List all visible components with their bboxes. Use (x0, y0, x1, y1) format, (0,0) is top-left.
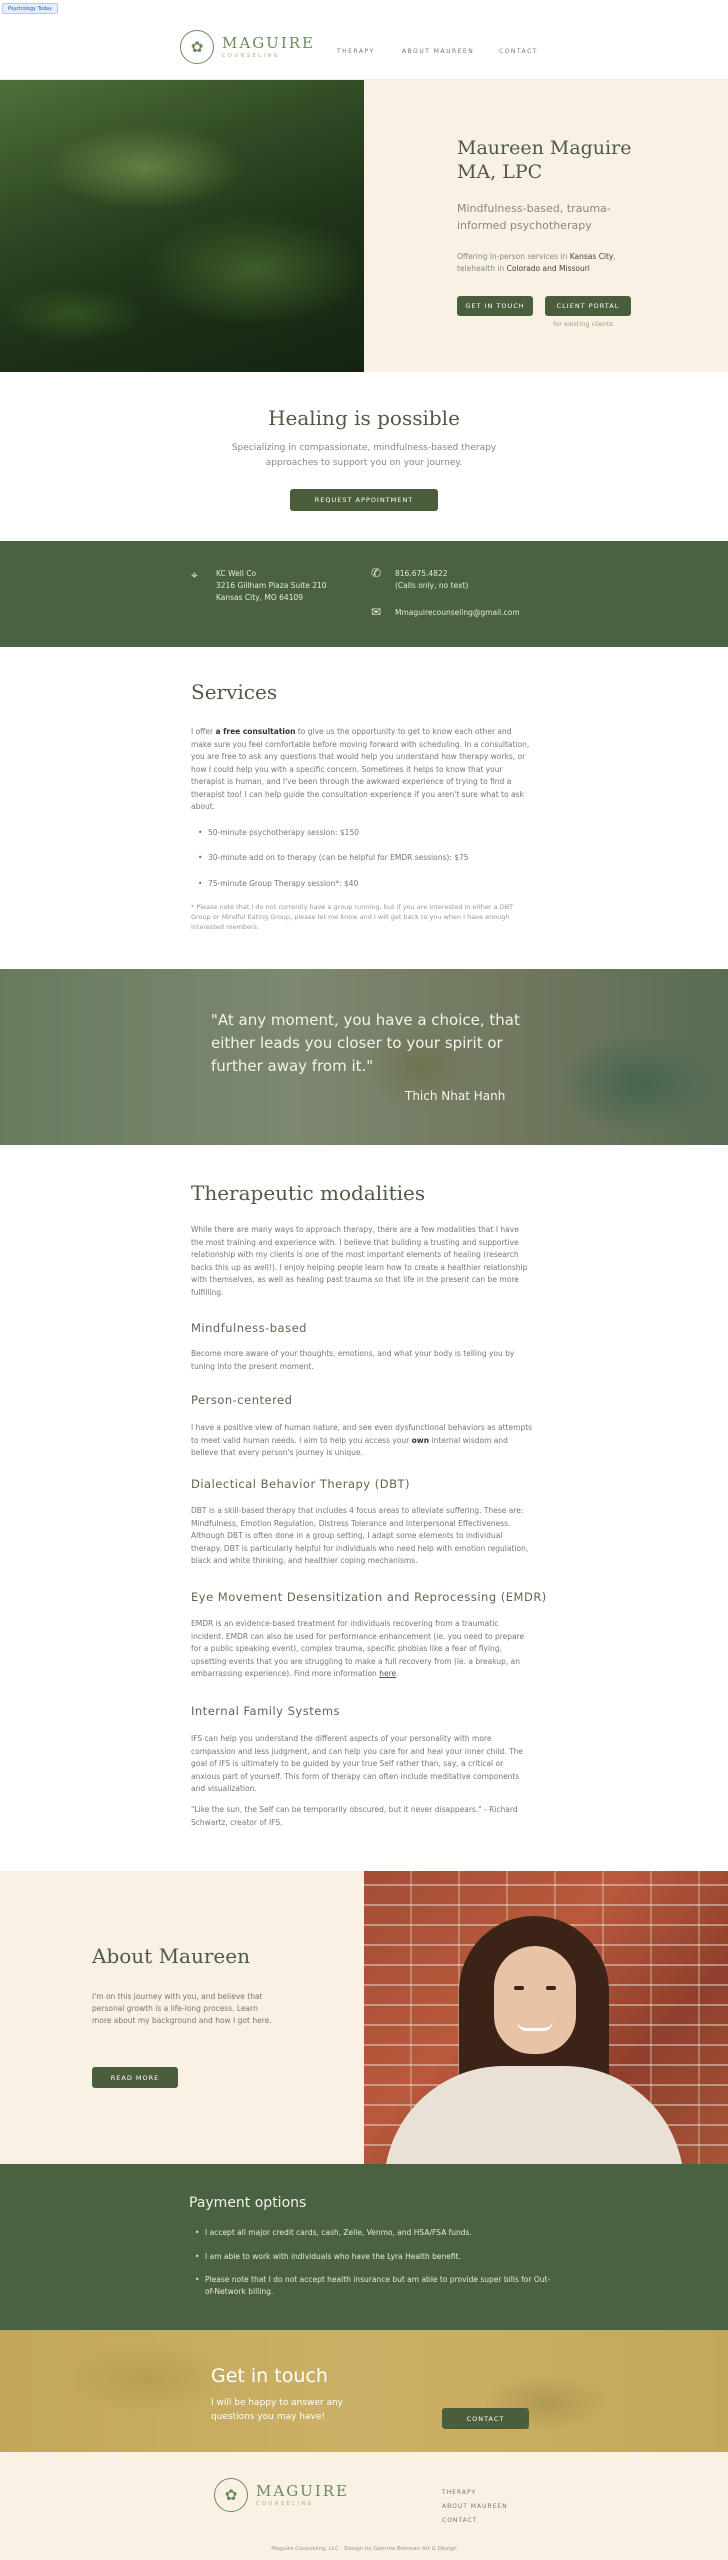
footer-logo-name: MAGUIRE (256, 2481, 349, 2500)
office-name: KC Well Co (216, 569, 257, 578)
person-text-a: I have a positive view of human nature, and see even dysfunctional behaviors as attempts to meet valid human needs. I aim to help you access your (191, 1423, 533, 1445)
person-text-own: own (411, 1435, 430, 1445)
person-centered-text (191, 1422, 533, 1460)
hero-subtitle-line1: Mindfulness-based, trauma- (457, 202, 611, 215)
contact-info-band (0, 541, 728, 647)
about-panel (0, 1871, 364, 2164)
portrait-face (494, 1946, 576, 2054)
footer-credit: Maguire Counseling, LLC · Design by Gemma Brennan Art & Design (271, 2546, 457, 2552)
emdr-heading: Eye Movement Desensitization and Reprocessing (EMDR) (191, 1590, 547, 1604)
offer-comma: , (613, 252, 616, 261)
lotus-icon: ✿ (214, 2478, 248, 2512)
site-header (0, 0, 728, 80)
logo-subtitle: COUNSELING (222, 52, 281, 59)
healing-subtitle (0, 441, 728, 471)
site-footer (0, 2452, 728, 2560)
ifs-heading: Internal Family Systems (191, 1704, 341, 1718)
phone-icon: ✆ (371, 566, 382, 580)
portrait-eye (514, 1986, 524, 1990)
nav-therapy[interactable]: THERAPY (337, 48, 375, 55)
read-more-button[interactable]: READ MORE (92, 2067, 178, 2088)
phone-info (395, 568, 468, 592)
nav-contact[interactable]: CONTACT (499, 48, 538, 55)
mindfulness-text: Become more aware of your thoughts, emotions, and what your body is telling you by tuning into the present moment. (191, 1349, 515, 1371)
site-logo[interactable] (180, 30, 315, 64)
phone-number[interactable]: 816.675.4822 (395, 569, 448, 578)
ifs-quote: "Like the sun, the Self can be temporarily obscured, but it never disappears." - Richard Schwartz, creator of IFS. (191, 1805, 518, 1827)
emdr-body: EMDR is an evidence-based treatment for individuals recovering from a traumatic incident. EMDR can also be used for performance enhancement (ie. you need to prepare for a public speaking event), complex trauma, specific phobias like a fear of flying, upsetting events that you are struggling to make a full recovery from (ie. a breakup, an embarrassing experience). Find more information (191, 1619, 525, 1678)
services-intro-text: I offer (191, 727, 216, 736)
healing-subtitle-line2: approaches to support you on your journey. (265, 458, 463, 468)
hero-title (457, 136, 631, 184)
footer-logo-subtitle: COUNSELING (256, 2500, 315, 2507)
portrait-smile (517, 2021, 553, 2031)
nav-about-maureen[interactable]: ABOUT MAUREEN (402, 48, 475, 55)
portal-note: for existing clients (553, 320, 613, 328)
request-appointment-button[interactable]: REQUEST APPOINTMENT (290, 489, 438, 511)
services-intro (191, 726, 533, 814)
maureen-portrait-image (364, 1871, 728, 2164)
offer-city: Kansas City (569, 252, 614, 261)
group-note: * Please note that I do not currently have a group running, but if you are interested in either a DBT Group or Mindful Eating Group, please let me know and I will get back to you when I have enough interested members. (191, 903, 514, 931)
envelope-icon: ✉ (371, 605, 382, 619)
portrait-eye (546, 1986, 556, 1990)
touch-subtitle-line2: questions you may have! (211, 2412, 325, 2422)
emdr-end: . (396, 1669, 399, 1678)
offer-states: Colorado and Missouri (506, 264, 590, 273)
hero-title-line2: MA, LPC (457, 161, 543, 183)
office-address (216, 568, 327, 604)
person-text-c: internal wisdom and believe that every person's journey is unique. (191, 1435, 508, 1457)
address-line1: 3216 Gillham Plaza Suite 210 (216, 581, 327, 590)
about-title: About Maureen (92, 1944, 250, 1968)
payment-title: Payment options (189, 2195, 307, 2211)
free-consultation-text: a free consultation (215, 727, 296, 736)
email-link[interactable]: Mmaguirecounseling@gmail.com (395, 608, 520, 617)
get-in-touch-button[interactable]: GET IN TOUCH (457, 296, 533, 316)
services-intro-rest: to give us the opportunity to get to know each other and make sure you feel comfortable before moving forward with scheduling. In a consultation, you are free to ask any questions that would help you understand how therapy works, or how I could help you with a specific concern. Sometimes it helps to know that your therapist is human, and I've been through the awkward experience of trying to find a therapist too! I can help guide the consultation experience if you aren't sure what to ask about. (191, 727, 530, 811)
offer-text: Offering in-person services in (457, 252, 570, 261)
touch-subtitle (211, 2396, 343, 2424)
contact-button[interactable]: CONTACT (442, 2408, 529, 2429)
touch-subtitle-line1: I will be happy to answer any (211, 2398, 343, 2408)
client-portal-button[interactable]: CLIENT PORTAL (545, 296, 631, 316)
services-title: Services (191, 680, 278, 704)
logo-name: MAGUIRE (222, 33, 315, 52)
get-in-touch-band (0, 2330, 728, 2452)
footer-link-therapy[interactable]: THERAPY (442, 2489, 477, 2496)
service-item: • 30-minute add on to therapy (can be helpful for EMDR sessions): $75 (208, 853, 469, 862)
person-centered-heading: Person-centered (191, 1393, 293, 1407)
hero-subtitle (457, 200, 611, 234)
emdr-text (191, 1618, 533, 1681)
service-item: • 75-minute Group Therapy session*: $40 (208, 879, 358, 888)
dbt-text: DBT is a skill-based therapy that includes 4 focus areas to alleviate suffering. These are: Mindfulness, Emotion Regulation, Distress Tolerance and Interpersonal Effectiveness. Although DBT is often done in a group setting, I adapt some elements to individual therapy. DBT is particularly helpful for individuals who need help with emotion regulation, black and white thinking, and healthier coping mechanisms. (191, 1506, 529, 1565)
healing-subtitle-line1: Specializing in compassionate, mindfulness-based therapy (231, 443, 497, 453)
modalities-title: Therapeutic modalities (191, 1181, 426, 1205)
hero-panel (364, 80, 728, 372)
offer-telehealth: telehealth in (457, 264, 507, 273)
payment-band (0, 2164, 728, 2330)
mindfulness-heading: Mindfulness-based (191, 1321, 307, 1335)
about-text: I'm on this journey with you, and believe that personal growth is a life-long process. Learn more about my background and how I got here. (92, 1992, 272, 2025)
payment-item: • Please note that I do not accept health insurance but am able to provide super bills for Out-of-Network billing. (205, 2274, 555, 2298)
healing-title: Healing is possible (268, 406, 460, 430)
psychology-today-badge[interactable]: Psychology Today (2, 3, 58, 14)
hero-subtitle-line2: informed psychotherapy (457, 219, 592, 232)
quote-author: Thich Nhat Hanh (405, 1089, 506, 1103)
modalities-intro: While there are many ways to approach therapy, there are a few modalities that I have the most training and experience with. I believe that building a trusting and supportive relationship with my clients is one of the most important elements of healing (research backs this up as well!). I enjoy helping people learn how to create a healthier relationship with themselves, as well as healing past trauma so that life in the present can be more fulfilling. (191, 1225, 528, 1297)
payment-item: • I am able to work with individuals who have the Lyra Health benefit. (205, 2251, 555, 2263)
lotus-icon: ✿ (180, 30, 214, 64)
footer-link-about-maureen[interactable]: ABOUT MAUREEN (442, 2503, 508, 2510)
footer-logo[interactable] (214, 2478, 349, 2512)
hero-forest-image (0, 80, 364, 372)
quote-text: "At any moment, you have a choice, that either leads you closer to your spirit or further away from it." (211, 1011, 520, 1075)
emdr-more-info-link[interactable]: here (379, 1669, 397, 1678)
phone-note: (Calls only, no text) (395, 581, 469, 590)
ifs-text: IFS can help you understand the different aspects of your personality with more compassion and less judgment, and can help you care for and heal your inner child. The goal of IFS is ultimately to be guided by your true Self rather than, say, a critical or anxious part of yourself. This form of therapy can often include meditative components and visualization. (191, 1734, 523, 1793)
portrait-sweater (384, 2066, 684, 2164)
address-line2: Kansas City, MO 64109 (216, 593, 304, 602)
footer-link-contact[interactable]: CONTACT (442, 2517, 478, 2524)
hero-title-line1: Maureen Maguire (457, 137, 632, 159)
quote-band (0, 969, 728, 1145)
touch-title: Get in touch (211, 2365, 328, 2387)
dbt-heading: Dialectical Behavior Therapy (DBT) (191, 1477, 411, 1491)
hero-offer (457, 251, 616, 275)
service-item: • 50-minute psychotherapy session: $150 (208, 828, 359, 837)
payment-item: • I accept all major credit cards, cash, Zelle, Venmo, and HSA/FSA funds. (205, 2227, 555, 2239)
location-pin-icon: ⌖ (191, 568, 198, 582)
